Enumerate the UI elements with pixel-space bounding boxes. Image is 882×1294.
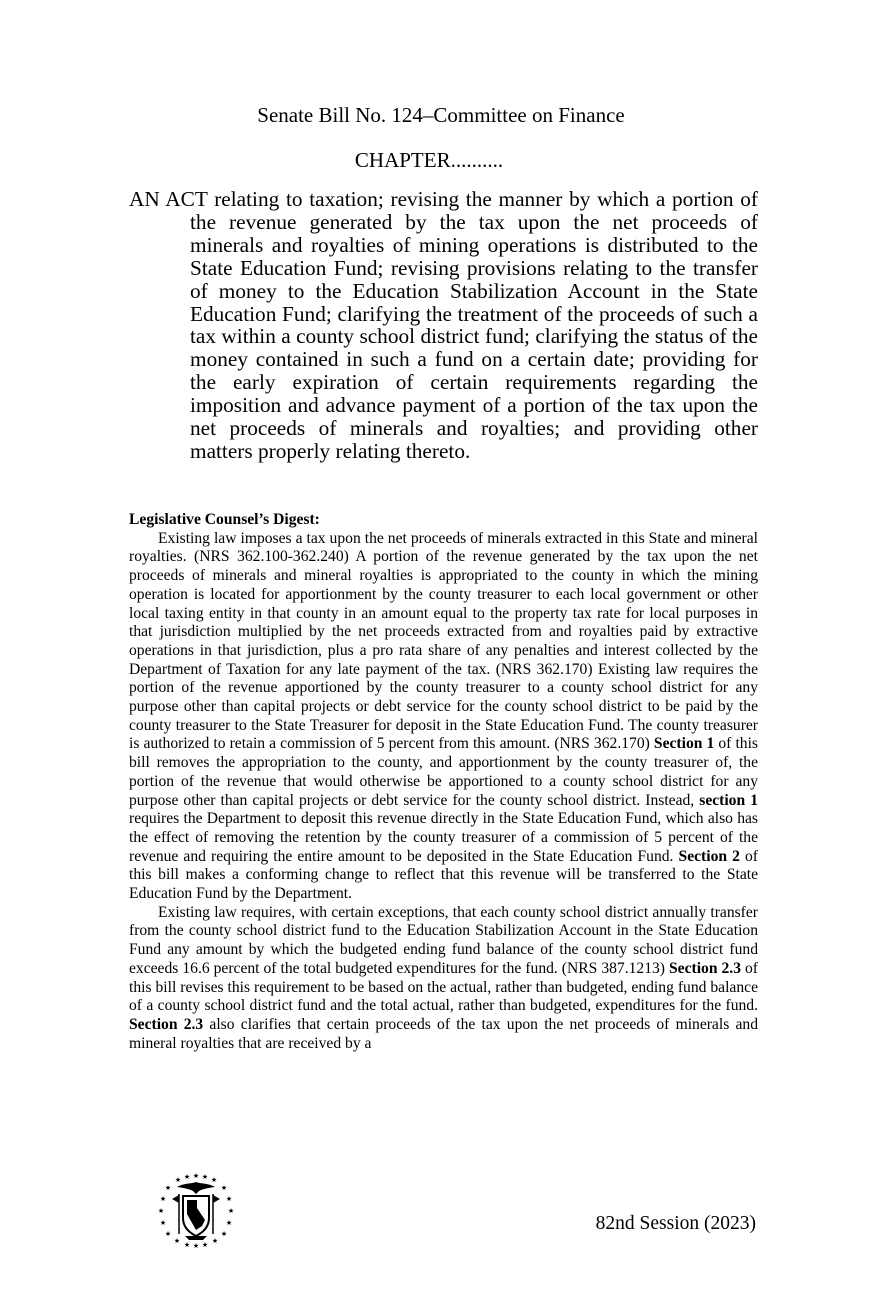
svg-text:★: ★ bbox=[173, 1237, 181, 1245]
digest-text: also clarifies that certain proceeds of the tax upon the net proceeds of minerals and mineral royalties that are received by a bbox=[129, 1015, 758, 1052]
digest-text: Existing law imposes a tax upon the net proceeds of minerals extracted in this State and mineral royalties. (NRS 362.100-362.240) A portion of the revenue generated by the tax upon the net proceeds of minerals and mineral royalties is appropriated to the county in which the mining operation is located for apportionment by the county treasurer to each local government or other local taxing entity in that county in an amount equal to the property tax rate for local purposes in that jurisdiction multiplied by the net proceeds extracted from and royalties paid by extractive operations in that jurisdiction, plus a pro rata share of any penalties and interest collected by the Department of Taxation for any late payment of the tax. (NRS 362.170) Existing law requires the portion of the revenue apportioned by the county treasurer to a county school district for any purpose other than capital projects or debt service for the county school district to be paid by the county treasurer to the State Treasurer for deposit in the State Education Fund. The county treasurer is authorized to retain a commission of 5 percent from this amount. (NRS 362.170) bbox=[129, 529, 758, 753]
svg-text:★: ★ bbox=[157, 1207, 165, 1215]
legislative-digest bbox=[129, 511, 758, 1053]
section-reference: Section 1 bbox=[653, 735, 715, 753]
digest-heading: Legislative Counsel’s Digest: bbox=[129, 511, 320, 528]
svg-text:★: ★ bbox=[220, 1230, 228, 1238]
session-label: 82nd Session (2023) bbox=[595, 1213, 756, 1234]
svg-text:★: ★ bbox=[164, 1230, 172, 1238]
svg-text:★: ★ bbox=[225, 1219, 233, 1227]
svg-text:★: ★ bbox=[183, 1241, 191, 1248]
svg-text:★: ★ bbox=[210, 1176, 218, 1184]
svg-text:★: ★ bbox=[174, 1176, 182, 1184]
chapter-line: CHAPTER.......... bbox=[354, 148, 504, 172]
svg-text:★: ★ bbox=[159, 1219, 167, 1227]
svg-text:★: ★ bbox=[201, 1241, 209, 1248]
bill-title: Senate Bill No. 124–Committee on Finance bbox=[257, 103, 625, 127]
section-reference: Section 2 bbox=[678, 847, 740, 865]
svg-text:★: ★ bbox=[159, 1195, 167, 1203]
digest-text: Existing law requires, with certain exceptions, that each county school district annually transfer from the county school district fund to the Education Stabilization Account in the State Education Fund any amount by which the budgeted ending fund balance of the county school district fund exceeds 16.6 percent of the total budgeted expenditures for the fund. (NRS 387.1213) bbox=[129, 903, 758, 977]
digest-paragraph bbox=[129, 530, 758, 904]
svg-text:★: ★ bbox=[227, 1207, 235, 1215]
svg-text:★: ★ bbox=[211, 1237, 219, 1245]
svg-text:★: ★ bbox=[192, 1242, 200, 1248]
svg-text:★: ★ bbox=[220, 1184, 228, 1192]
svg-text:★: ★ bbox=[183, 1173, 191, 1181]
nevada-state-seal-icon bbox=[157, 1170, 235, 1248]
section-reference: section 1 bbox=[699, 791, 758, 809]
svg-text:★: ★ bbox=[164, 1184, 172, 1192]
section-reference: Section 2.3 bbox=[129, 1015, 204, 1033]
digest-text: requires the Department to deposit this revenue directly in the State Education Fund, which also has the effect of removing the retention by the county treasurer of a commission of 5 percent of the revenue and requiring the entire amount to be deposited in the State Education Fund. bbox=[129, 810, 758, 865]
digest-paragraph bbox=[129, 904, 758, 1054]
svg-text:★: ★ bbox=[192, 1172, 200, 1180]
svg-text:★: ★ bbox=[225, 1195, 233, 1203]
digest-text: of this bill removes the appropriation to the county, and apportionment by the county treasurer of, the portion of the revenue that would otherwise be apportioned to a county school district for any purpose other than capital projects or debt service for the county school district. Instead, bbox=[129, 735, 758, 809]
svg-text:★: ★ bbox=[201, 1173, 209, 1181]
act-summary: AN ACT relating to taxation; revising the manner by which a portion of the revenue generated by the tax upon the net proceeds of minerals and royalties of mining operations is distributed to the State Education Fund; revising provisions relating to the transfer of money to the Education Stabilization Account in the State Education Fund; clarifying the treatment of the proceeds of such a tax within a county school district fund; clarifying the status of the money contained in such a fund on a certain date; providing for the early expiration of certain requirements regarding the imposition and advance payment of a portion of the tax upon the net proceeds of minerals and royalties; and providing other matters properly relating thereto. bbox=[129, 187, 758, 463]
digest-text: of this bill makes a conforming change to reflect that this revenue will be transferred to the State Education Fund by the Department. bbox=[129, 847, 759, 903]
section-reference: Section 2.3 bbox=[669, 959, 742, 977]
digest-text: of this bill revises this requirement to be based on the actual, rather than budgeted, ending fund balance of a county school district fund and the total actual, rather than budgeted, expenditures for the fund. bbox=[129, 959, 759, 1015]
